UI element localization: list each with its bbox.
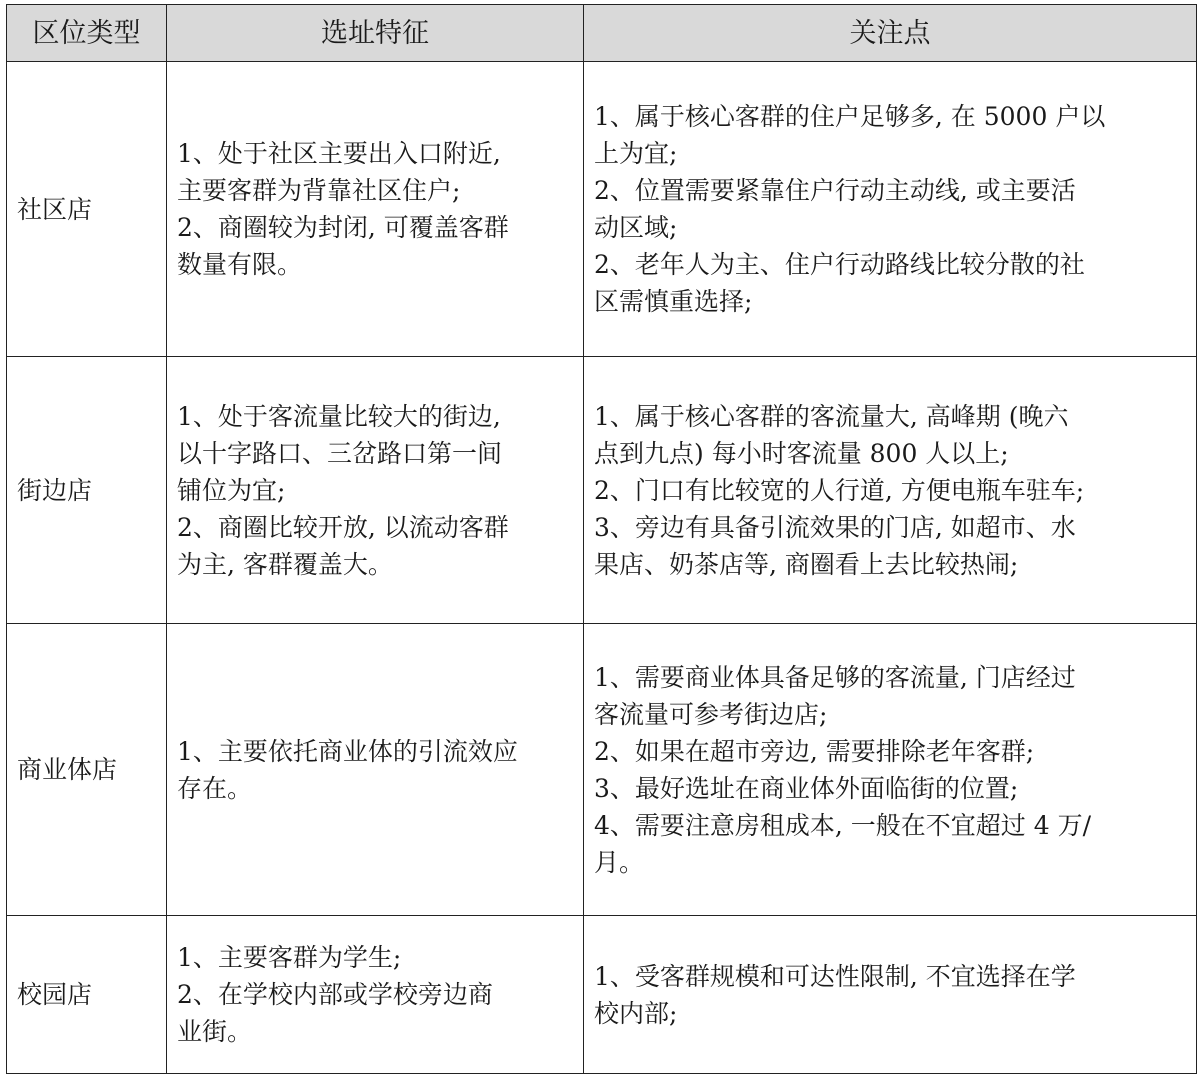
focus-line: 动区域; [594, 213, 678, 242]
location-type-cell: 社区店 [7, 62, 167, 357]
focus-cell [584, 357, 1197, 624]
features-line: 数量有限。 [177, 250, 303, 279]
focus-line: 2、门口有比较宽的人行道, 方便电瓶车驻车; [594, 475, 1085, 505]
focus-line: 月。 [594, 847, 645, 877]
table-row [7, 624, 1197, 916]
focus-line: 2、位置需要紧靠住户行动主动线, 或主要活 [594, 176, 1076, 205]
features-line: 1、主要依托商业体的引流效应 [177, 736, 518, 766]
features-line: 2、在学校内部或学校旁边商 [177, 980, 493, 1009]
features-line: 2、商圈较为封闭, 可覆盖客群 [177, 213, 509, 242]
location-type-cell: 商业体店 [7, 624, 167, 916]
focus-line: 2、老年人为主、住户行动路线比较分散的社 [594, 250, 1085, 279]
features-line: 业街。 [177, 1017, 253, 1046]
header-focus-points: 关注点 [584, 5, 1197, 62]
focus-line: 3、最好选址在商业体外面临街的位置; [594, 773, 1019, 803]
focus-cell [584, 916, 1197, 1074]
features-line: 铺位为宜; [177, 475, 286, 505]
focus-line: 3、旁边有具备引流效果的门店, 如超市、水 [594, 512, 1076, 542]
features-cell [167, 62, 584, 357]
document-page [6, 4, 1196, 1074]
focus-line: 果店、奶茶店等, 商圈看上去比较热闹; [594, 549, 1019, 579]
location-type-cell: 校园店 [7, 916, 167, 1074]
focus-line: 客流量可参考街边店; [594, 699, 828, 729]
table-row [7, 62, 1197, 357]
focus-line: 1、属于核心客群的客流量大, 高峰期 (晚六 [594, 401, 1069, 431]
features-line: 2、商圈比较开放, 以流动客群 [177, 512, 509, 542]
features-cell [167, 624, 584, 916]
features-line: 1、主要客群为学生; [177, 943, 402, 972]
features-cell [167, 357, 584, 624]
focus-line: 点到九点) 每小时客流量 800 人以上; [594, 438, 1009, 468]
table-row [7, 357, 1197, 624]
features-line: 以十字路口、三岔路口第一间 [177, 438, 503, 468]
focus-line: 上为宜; [594, 139, 678, 168]
location-type-cell: 街边店 [7, 357, 167, 624]
features-cell [167, 916, 584, 1074]
focus-line: 1、受客群规模和可达性限制, 不宜选择在学 [594, 961, 1076, 991]
focus-line: 校内部; [594, 998, 678, 1028]
features-line: 主要客群为背靠社区住户; [177, 176, 461, 205]
features-line: 1、处于客流量比较大的街边, [177, 401, 501, 431]
table-row [7, 916, 1197, 1074]
focus-line: 区需慎重选择; [594, 287, 753, 316]
header-row [7, 5, 1197, 62]
features-line: 1、处于社区主要出入口附近, [177, 139, 501, 168]
header-site-features: 选址特征 [167, 5, 584, 62]
focus-line: 2、如果在超市旁边, 需要排除老年客群; [594, 736, 1035, 766]
focus-cell [584, 624, 1197, 916]
header-location-type: 区位类型 [7, 5, 167, 62]
focus-line: 1、属于核心客群的住户足够多, 在 5000 户以 [594, 102, 1106, 131]
site-selection-table [6, 4, 1197, 1074]
features-line: 为主, 客群覆盖大。 [177, 549, 393, 579]
focus-cell [584, 62, 1197, 357]
focus-line: 1、需要商业体具备足够的客流量, 门店经过 [594, 662, 1076, 692]
focus-line: 4、需要注意房租成本, 一般在不宜超过 4 万/ [594, 810, 1092, 840]
features-line: 存在。 [177, 773, 253, 803]
